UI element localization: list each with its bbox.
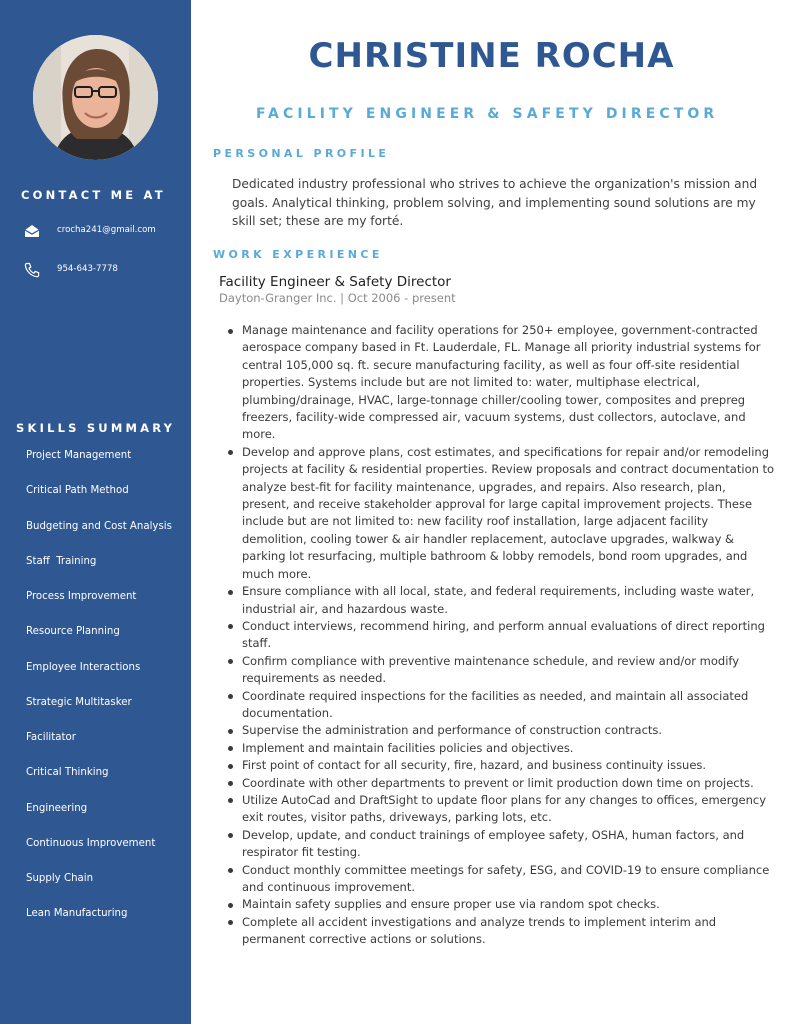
duty-item: Manage maintenance and facility operations for 250+ employee, government-contracted aerospace company based in Ft. Lauderdale, FL. Manage all priority industrial systems for central 105,000 sq. ft. secure manufacturing facility, as well as four off-site residential properties. Systems include but are not limited to: water, multiphase electrical, plumbing/drainage, HVAC, large-tonnage chiller/cooling tower, composites and prepreg freezers, facility-wide compressed air, vacuum systems, dust collectors, autoclave, and more.: [225, 322, 775, 444]
duty-item: Implement and maintain facilities policies and objectives.: [225, 740, 775, 757]
job-title: Facility Engineer & Safety Director: [219, 274, 451, 290]
skill-item: Staff Training: [26, 555, 97, 567]
sidebar: [0, 0, 191, 1024]
skill-item: Supply Chain: [26, 873, 94, 884]
skill-item: Facilitator: [26, 732, 76, 743]
job-meta: Dayton-Granger Inc. | Oct 2006 - present: [219, 291, 456, 305]
email-text[interactable]: crocha241@gmail.com: [57, 225, 156, 235]
avatar: [33, 35, 158, 160]
duty-item: Complete all accident investigations and analyze trends to implement interim and permanent corrective actions or solutions.: [225, 914, 775, 949]
duty-item: Confirm compliance with preventive maintenance schedule, and review and/or modify requirements as needed.: [225, 653, 775, 688]
profile-heading: PERSONAL PROFILE: [213, 147, 390, 160]
contact-heading: CONTACT ME AT: [21, 188, 166, 202]
duty-item: Utilize AutoCad and DraftSight to update floor plans for any changes to offices, emergency exit routes, visitor paths, driveways, parking lots, etc.: [225, 792, 775, 827]
candidate-name: CHRISTINE ROCHA: [308, 36, 675, 76]
phone-text[interactable]: 954-643-7778: [57, 264, 118, 274]
skill-item: Critical Thinking: [26, 767, 109, 779]
experience-heading: WORK EXPERIENCE: [213, 248, 383, 261]
skill-item: Employee Interactions: [26, 661, 141, 673]
duty-item: Develop, update, and conduct trainings of employee safety, OSHA, human factors, and respirator fit testing.: [225, 827, 775, 862]
duty-item: Ensure compliance with all local, state, and federal requirements, including waste water, industrial air, and hazardous waste.: [225, 583, 775, 618]
duty-item: Supervise the administration and performance of construction contracts.: [225, 722, 775, 739]
job-headline: FACILITY ENGINEER & SAFETY DIRECTOR: [256, 106, 719, 122]
skill-item: Process Improvement: [26, 591, 137, 602]
duty-item: Conduct monthly committee meetings for safety, ESG, and COVID-19 to ensure compliance and continuous improvement.: [225, 862, 775, 897]
skill-item: Continuous Improvement: [26, 837, 156, 849]
duty-item: First point of contact for all security, fire, hazard, and business continuity issues.: [225, 757, 775, 774]
contact-phone: [24, 262, 118, 276]
duties-list: [225, 322, 775, 949]
skill-item: Strategic Multitasker: [26, 696, 132, 708]
duty-item: Coordinate required inspections for the facilities as needed, and maintain all associated documentation.: [225, 688, 775, 723]
duty-item: Maintain safety supplies and ensure proper use via random spot checks.: [225, 896, 775, 913]
envelope-icon: [24, 223, 40, 237]
skill-item: Critical Path Method: [26, 485, 129, 497]
duty-item: Coordinate with other departments to prevent or limit production down time on projects.: [225, 775, 775, 792]
skills-heading: SKILLS SUMMARY: [16, 421, 176, 435]
profile-text: Dedicated industry professional who strives to achieve the organization's mission and goals. Analytical thinking, problem solving, and implementing sound solutions are my skill set; these are my forté.: [232, 177, 758, 228]
skill-item: Budgeting and Cost Analysis: [26, 520, 172, 532]
phone-icon: [24, 262, 40, 276]
contact-email: [24, 223, 156, 237]
skill-item: Project Management: [26, 450, 132, 461]
skill-item: Engineering: [26, 802, 88, 814]
skill-item: Lean Manufacturing: [26, 908, 128, 920]
profile-photo: [33, 35, 158, 160]
duty-item: Develop and approve plans, cost estimates, and specifications for repair and/or remodeling projects at facility & residential properties. Review proposals and contract documentation to analyze best-fit for facility maintenance, upgrades, and repairs. Also research, plan, present, and receive stakeholder approval for large capital improvement projects. These include but are not limited to: new facility roof installation, large adjacent facility demolition, cooling tower & air handler replacement, autoclave upgrades, walkway & parking lot resurfacing, multiple bathroom & lobby remodels, bond room upgrades, and much more.: [225, 444, 775, 583]
duty-item: Conduct interviews, recommend hiring, and perform annual evaluations of direct reporting staff.: [225, 618, 775, 653]
skills-list: [26, 448, 172, 942]
skill-item: Resource Planning: [26, 626, 120, 638]
